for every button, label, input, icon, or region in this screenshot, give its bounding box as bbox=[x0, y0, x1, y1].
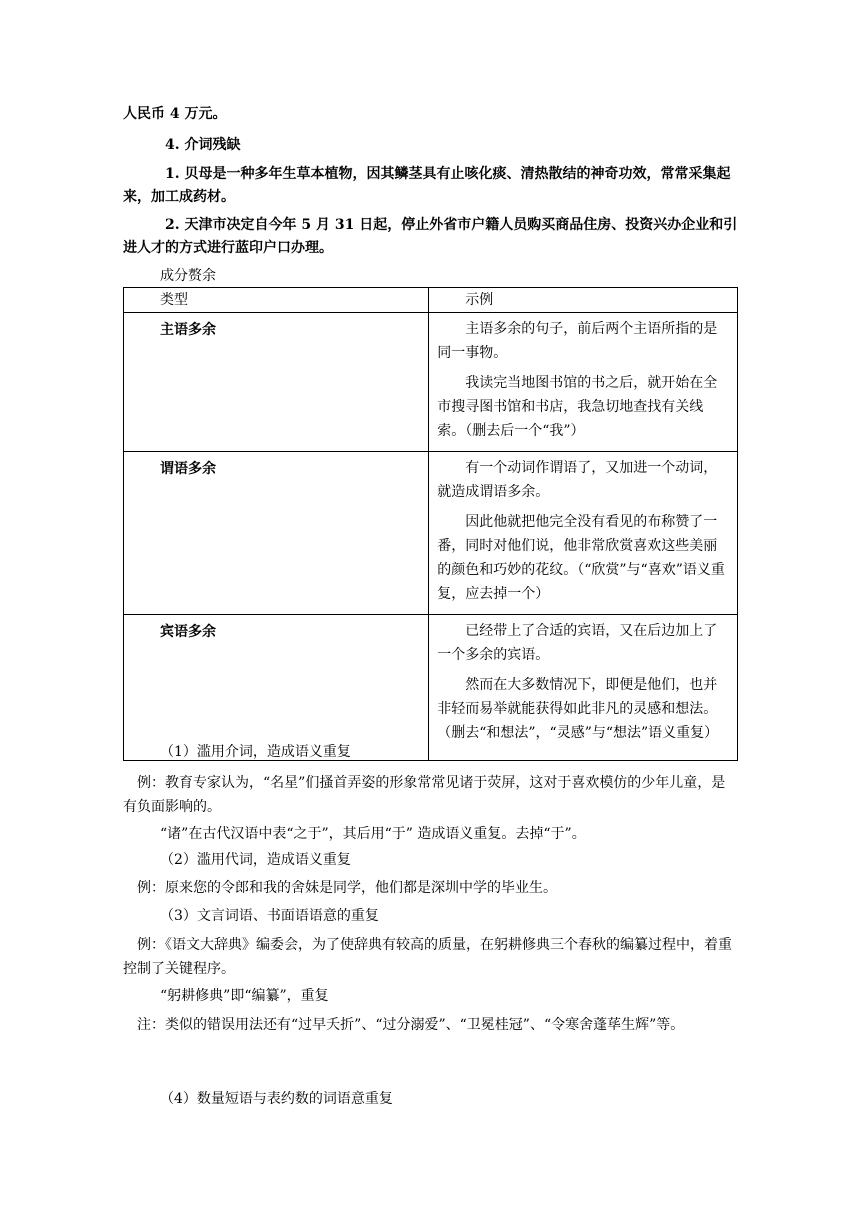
example-text: 已经带上了合适的宾语，又在后边加上了一个多余的宾语。 bbox=[437, 623, 718, 663]
redundancy-table bbox=[123, 287, 738, 761]
subheading-2: （2）滥用代词，造成语义重复 bbox=[160, 852, 351, 868]
section-title: 成分赘余 bbox=[160, 268, 216, 284]
header-example: 示例 bbox=[429, 288, 738, 313]
explanation-paragraph: “躬耕修典”即“编纂”，重复 bbox=[160, 988, 329, 1004]
row-examples bbox=[429, 615, 738, 761]
example-item-2: 2. 天津市决定自今年 5 月 31 日起，停止外省市户籍人员购买商品住房、投资兴办企业和引进人才的方式进行蓝印户口办理。 bbox=[123, 217, 738, 256]
row-examples bbox=[429, 452, 738, 615]
subheading-4: （4）数量短语与表约数的词语意重复 bbox=[160, 1091, 393, 1107]
subheading-3: （3）文言词语、书面语语意的重复 bbox=[160, 908, 379, 924]
example-paragraph: 例：原来您的令郎和我的舍妹是同学，他们都是深圳中学的毕业生。 bbox=[137, 880, 557, 896]
table-row bbox=[124, 615, 738, 761]
intro-line: 人民币 4 万元。 bbox=[123, 106, 227, 122]
note-paragraph: 注：类似的错误用法还有“过早夭折”、“过分溺爱”、“卫冕桂冠”、“令寒舍蓬荜生辉”等。 bbox=[137, 1017, 685, 1033]
row-type: 主语多余 bbox=[124, 313, 429, 452]
example-text: 主语多余的句子，前后两个主语所指的是同一事物。 bbox=[437, 321, 718, 361]
table-row bbox=[124, 313, 738, 452]
row-examples bbox=[429, 313, 738, 452]
example-item-1: 1. 贝母是一种多年生草本植物，因其鳞茎具有止咳化痰、清热散结的神奇功效，常常采集起来，加工成药材。 bbox=[123, 166, 731, 205]
example-text: 然而在大多数情况下，即便是他们，也并非轻而易举就能获得如此非凡的灵感和想法。（删去“和想法”，“灵感”与“想法”语义重复） bbox=[437, 677, 719, 741]
table-header-row bbox=[124, 288, 738, 313]
heading-preposition-missing: 4. 介词残缺 bbox=[165, 137, 241, 153]
row-type: 谓语多余 bbox=[124, 452, 429, 615]
example-text: 因此他就把他完全没有看见的布称赞了一番，同时对他们说，他非常欣赏喜欢这些美丽的颜色和巧妙的花纹。（“欣赏”与“喜欢”语义重复，应去掉一个） bbox=[437, 514, 725, 602]
example-text: 我读完当地图书馆的书之后，就开始在全市搜寻图书馆和书店，我急切地查找有关线索。（删去后一个“我”） bbox=[437, 375, 718, 439]
example-paragraph: 例：教育专家认为，“名星”们搔首弄姿的形象常常见诸于荧屏，这对于喜欢模仿的少年儿童，是有负面影响的。 bbox=[123, 775, 726, 815]
row-type: 宾语多余 bbox=[124, 615, 429, 761]
example-text: 有一个动词作谓语了，又加进一个动词，就造成谓语多余。 bbox=[437, 460, 718, 500]
example-paragraph: 例：《语文大辞典》编委会，为了使辞典有较高的质量，在躬耕修典三个春秋的编纂过程中，着重控制了关键程序。 bbox=[123, 937, 732, 977]
table-row bbox=[124, 452, 738, 615]
explanation-paragraph: “诸”在古代汉语中表“之于”，其后用“于” 造成语义重复。去掉“于”。 bbox=[160, 826, 586, 842]
header-type: 类型 bbox=[124, 288, 429, 313]
subheading-1: （1）滥用介词，造成语义重复 bbox=[160, 744, 351, 760]
